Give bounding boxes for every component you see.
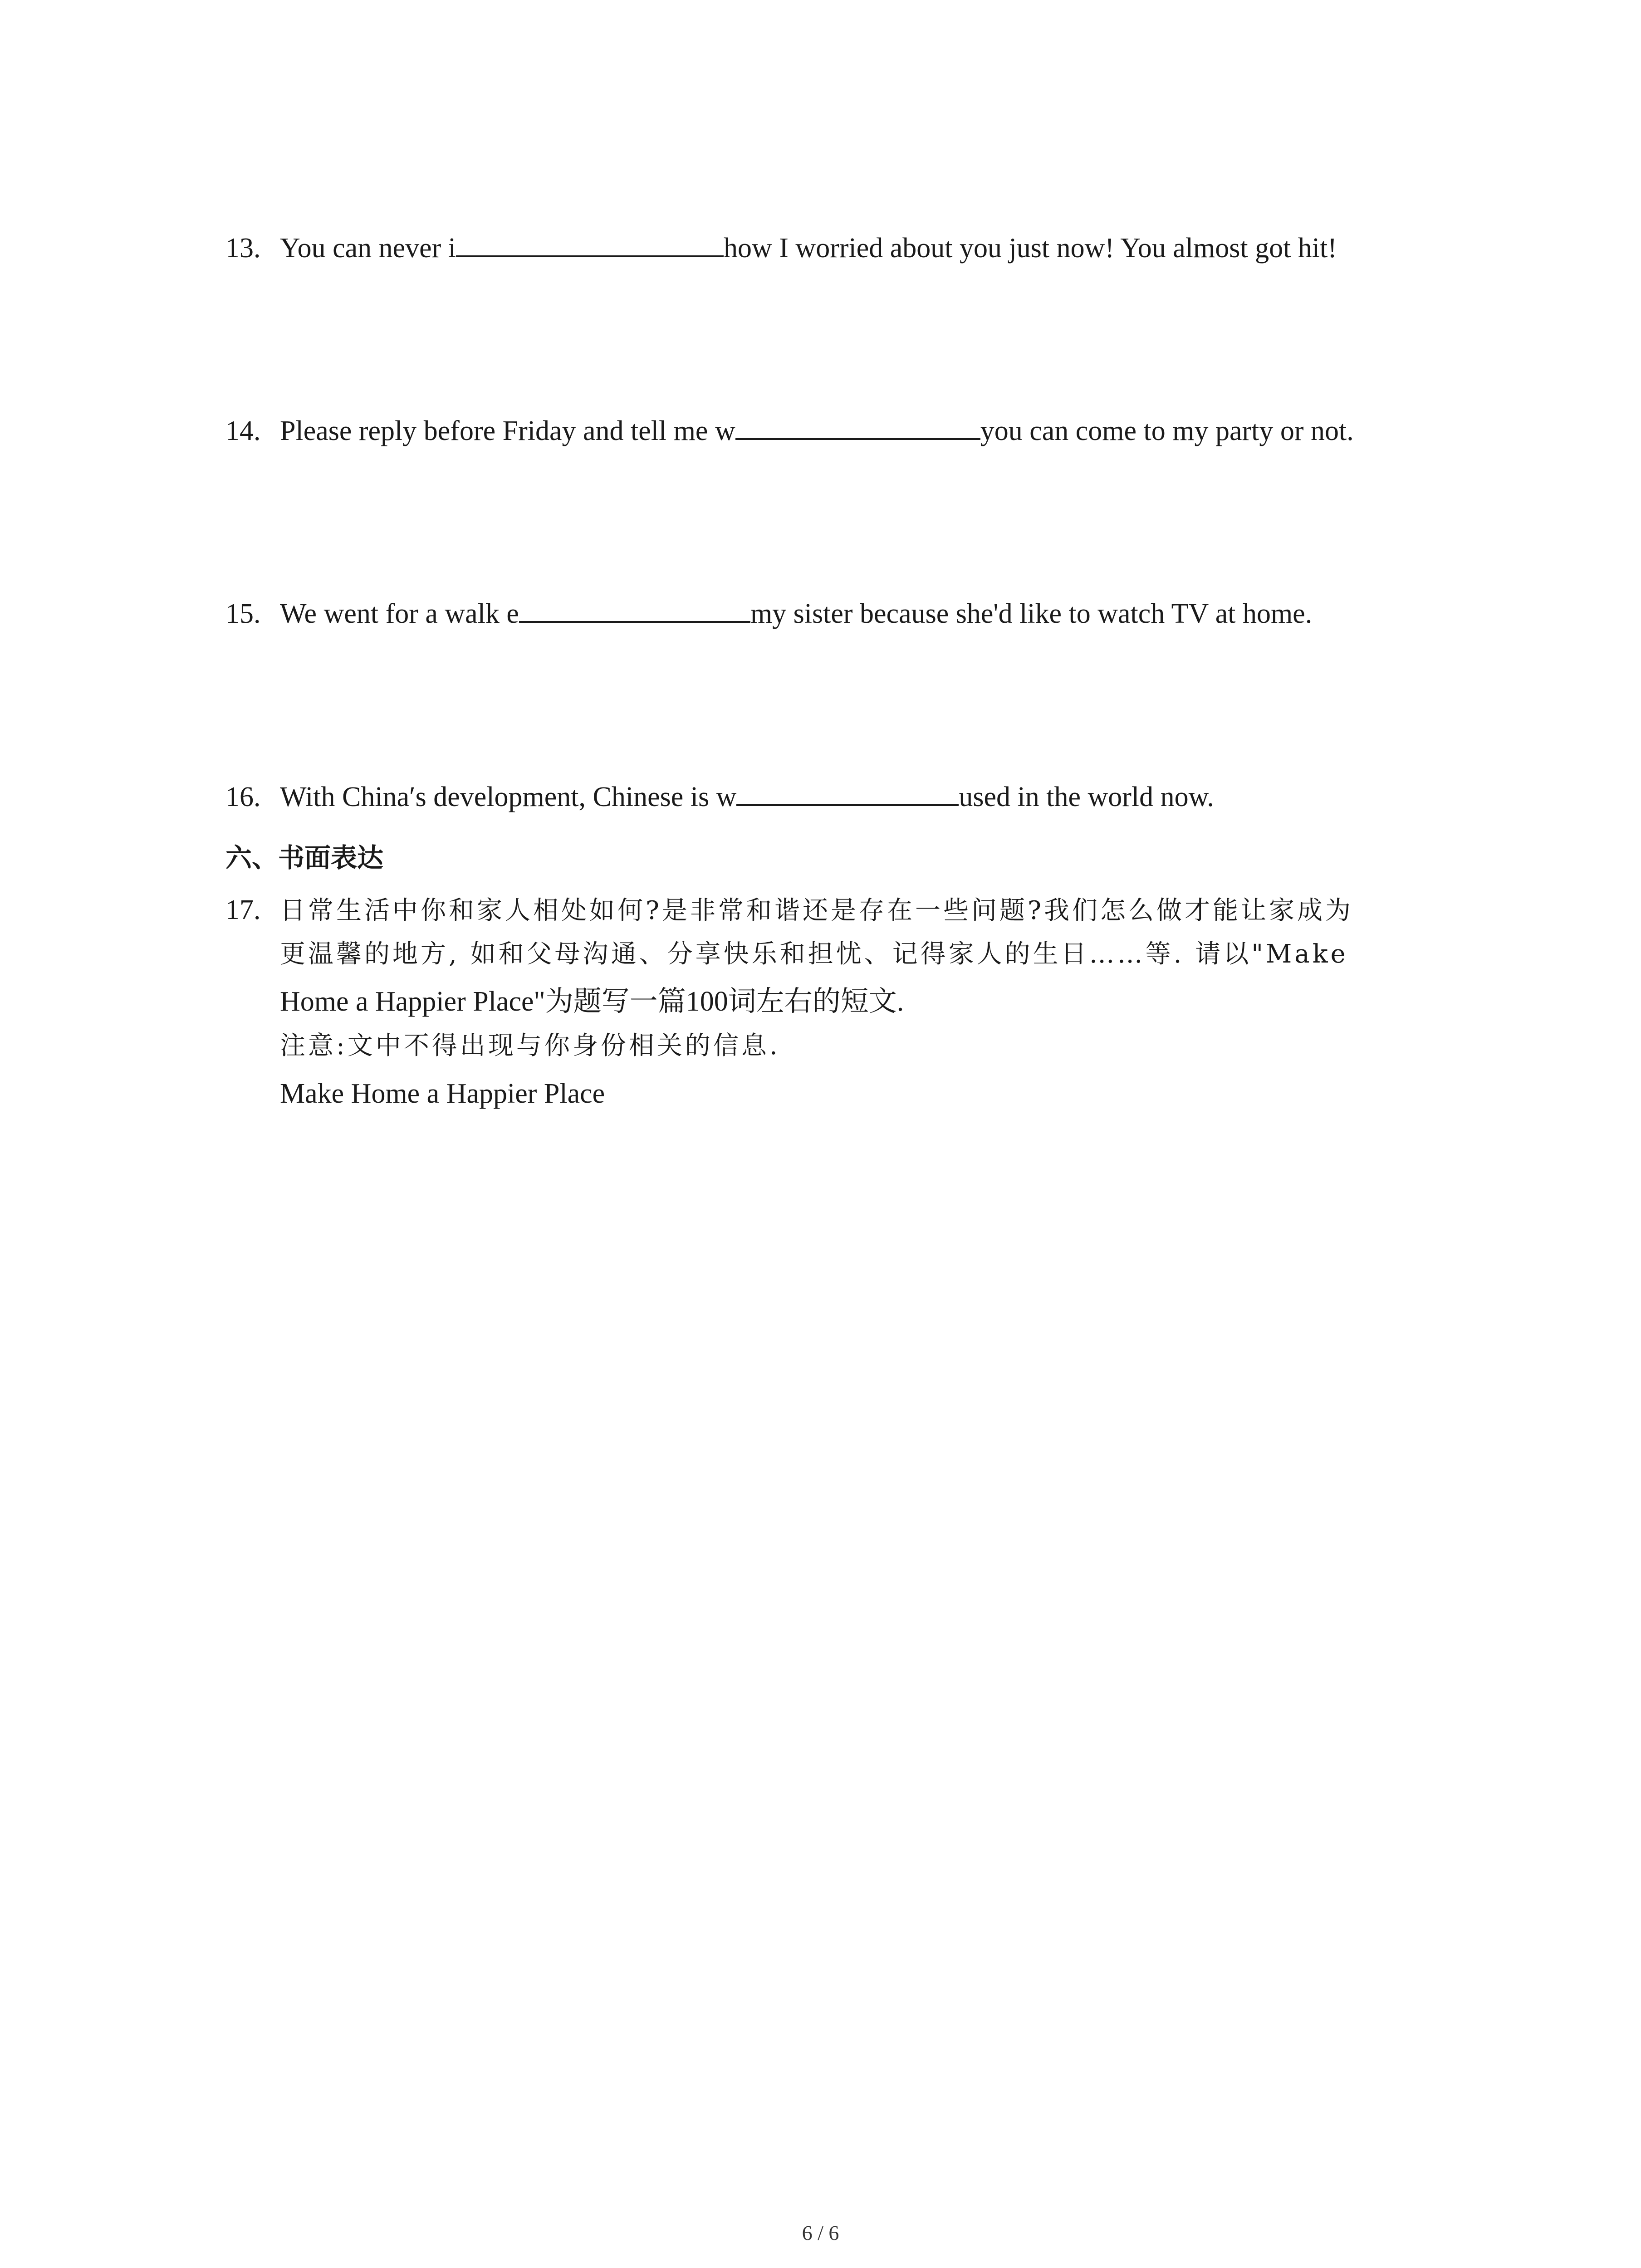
- question-text-after: my sister because she'd like to watch TV at home.: [750, 598, 1313, 629]
- question-text-after: you can come to my party or not.: [980, 415, 1354, 446]
- question-16: [225, 778, 1214, 811]
- writing-note: 注意:文中不得出现与你身份相关的信息.: [280, 1031, 780, 1061]
- writing-task-line-3: Home a Happier Place"为题写一篇100词左右的短文.: [280, 986, 904, 1017]
- question-text-before: You can never i: [280, 233, 456, 264]
- question-13: [225, 229, 1337, 262]
- question-text-before: With China′s development, Chinese is w: [280, 782, 737, 812]
- question-number: 16.: [225, 782, 261, 812]
- section-heading: 六、书面表达: [225, 842, 384, 873]
- writing-task-line-1: [225, 896, 1353, 924]
- answer-blank[interactable]: [736, 778, 959, 806]
- question-14: [225, 412, 1354, 445]
- writing-title: Make Home a Happier Place: [280, 1078, 605, 1109]
- writing-task-line-2: 更温馨的地方, 如和父母沟通、分享快乐和担忧、记得家人的生日……等. 请以"Make: [280, 939, 1348, 969]
- question-text-before: Please reply before Friday and tell me w: [280, 415, 735, 446]
- question-15: [225, 595, 1312, 628]
- writing-prompt-text: 日常生活中你和家人相处如何?是非常和谐还是存在一些问题?我们怎么做才能让家成为: [280, 896, 1354, 925]
- question-text-after: used in the world now.: [959, 782, 1214, 812]
- question-number: 14.: [225, 415, 261, 446]
- question-text-before: We went for a walk e: [280, 598, 519, 629]
- question-number: 15.: [225, 598, 261, 629]
- answer-blank[interactable]: [519, 595, 750, 623]
- answer-blank[interactable]: [735, 412, 980, 440]
- answer-blank[interactable]: [456, 229, 724, 257]
- question-number: 17.: [225, 894, 261, 925]
- question-text-after: how I worried about you just now! You almost got hit!: [724, 233, 1337, 264]
- page-number: 6 / 6: [802, 2221, 839, 2244]
- question-number: 13.: [225, 233, 261, 264]
